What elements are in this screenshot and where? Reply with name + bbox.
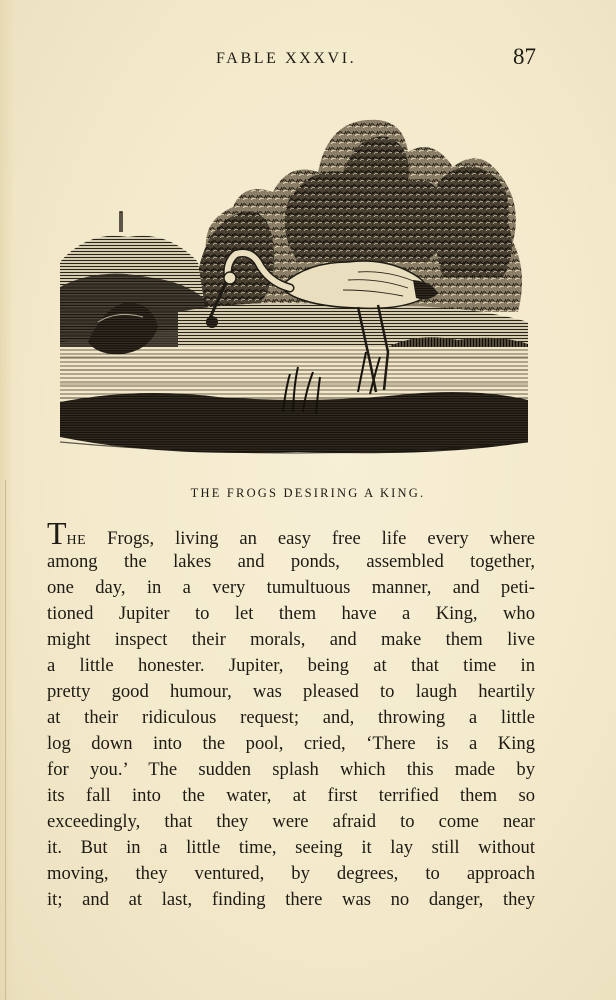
- text-line: it; and at last, finding there was no danger, they: [47, 889, 535, 910]
- text-line: a little honester. Jupiter, being at that time in: [47, 655, 535, 676]
- text-line: tioned Jupiter to let them have a King, who: [47, 603, 535, 624]
- text-line: log down into the pool, cried, ‘There is a King: [47, 733, 535, 754]
- text-line: among the lakes and ponds, assembled together,: [47, 551, 535, 572]
- text-line: its fall into the water, at first terrified them so: [47, 785, 535, 806]
- engraving-heron-frogs-icon: [58, 112, 530, 462]
- text-line: at their ridiculous request; and, throwing a little: [47, 707, 535, 728]
- text-line: one day, in a very tumultuous manner, and peti-: [47, 577, 535, 598]
- first-line-text: Frogs, living an easy free life every where: [86, 528, 535, 549]
- text-line: moving, they ventured, by degrees, to approach: [47, 863, 535, 884]
- text-line: exceedingly, that they were afraid to come near: [47, 811, 535, 832]
- running-title: FABLE XXXVI.: [216, 50, 357, 67]
- page-edge-line: [5, 480, 6, 1000]
- text-line: pretty good humour, was pleased to laugh heartily: [47, 681, 535, 702]
- fable-body-text: [47, 515, 535, 913]
- text-line: might inspect their morals, and make them live: [47, 629, 535, 650]
- text-line: it. But in a little time, seeing it lay still without: [47, 837, 535, 858]
- small-caps-word: HE: [66, 533, 87, 548]
- page-header: [0, 44, 616, 74]
- text-line: for you.’ The sudden splash which this made by: [47, 759, 535, 780]
- drop-cap: T: [47, 515, 67, 551]
- illustration-caption: THE FROGS DESIRING A KING.: [190, 486, 426, 500]
- text-line-first: [47, 515, 535, 551]
- page-number: 87: [513, 44, 536, 69]
